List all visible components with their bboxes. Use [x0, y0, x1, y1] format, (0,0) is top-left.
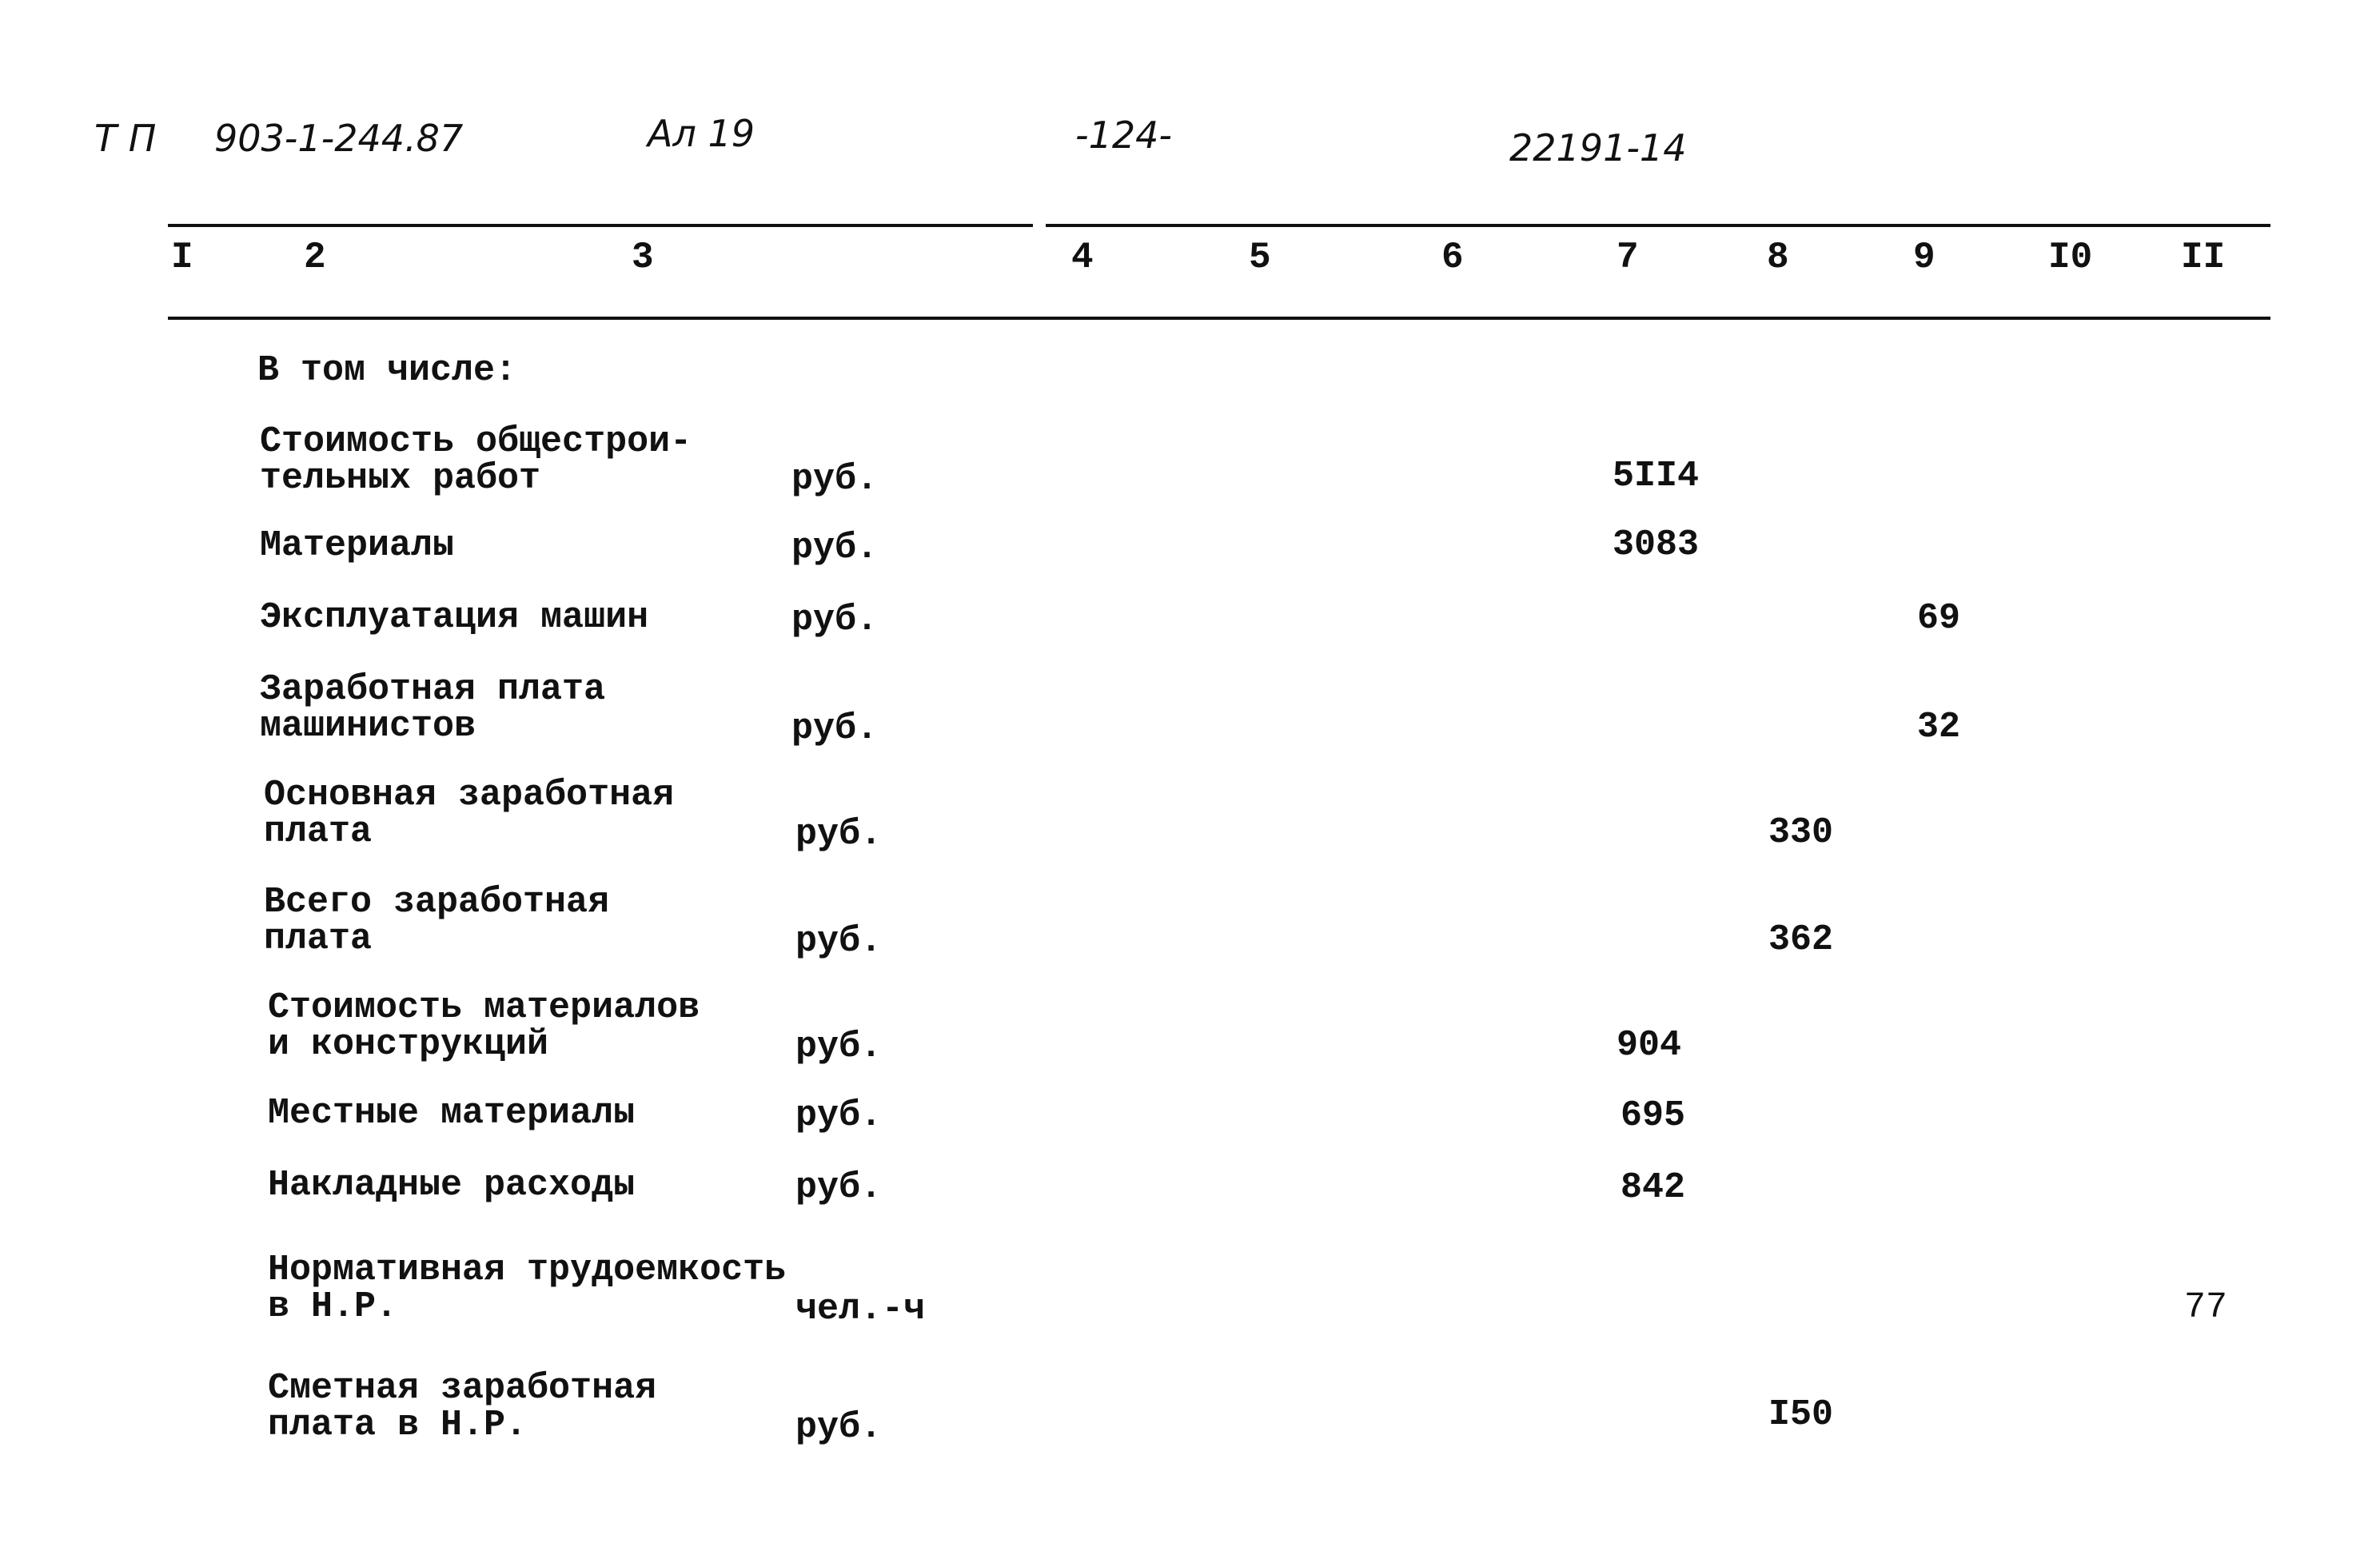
column-header-8: 8 — [1767, 237, 1789, 278]
row-label-line1: Материалы — [260, 525, 455, 566]
row-label-line1: Основная заработная — [264, 775, 675, 815]
column-header-9: 9 — [1913, 237, 1935, 278]
row-label-line1: Заработная плата — [260, 669, 606, 710]
row-label — [264, 884, 823, 958]
row-unit: руб. — [791, 528, 879, 568]
row-label-line2: машинистов — [260, 706, 476, 747]
row-label-line2: в Н.Р. — [268, 1286, 398, 1327]
column-header-10: I0 — [2048, 237, 2093, 278]
table-top-rule-right — [1046, 224, 2270, 227]
row-label-line1: Стоимость материалов — [268, 987, 700, 1028]
row-unit: руб. — [791, 600, 879, 640]
column-header-7: 7 — [1617, 237, 1639, 278]
row-label-line2: плата — [264, 919, 373, 959]
row-label-line2: плата — [264, 811, 373, 852]
row-unit: руб. — [791, 459, 879, 500]
row-label-line2: тельных работ — [260, 458, 541, 499]
header-tp: Т П — [94, 117, 157, 160]
column-header-11: II — [2181, 237, 2226, 278]
row-label-line1: Нормативная трудоемкость — [268, 1250, 787, 1290]
row-unit: руб. — [795, 921, 883, 962]
row-value: 362 — [1768, 919, 1834, 960]
row-label — [264, 777, 823, 851]
row-label — [260, 421, 819, 499]
row-unit: руб. — [795, 1407, 883, 1448]
column-header-1: I — [171, 237, 193, 278]
row-value: 77 — [2184, 1287, 2228, 1328]
row-label-line1: Эксплуатация машин — [260, 597, 649, 638]
section-intro: В том числе: — [257, 350, 517, 391]
row-unit: чел.-ч — [795, 1289, 926, 1330]
column-header-5: 5 — [1249, 237, 1271, 278]
row-value: I50 — [1768, 1394, 1834, 1435]
row-label — [268, 1167, 827, 1204]
row-unit: руб. — [795, 1095, 883, 1136]
header-album: Ал 19 — [648, 112, 755, 155]
column-header-6: 6 — [1441, 237, 1464, 278]
column-header-2: 2 — [304, 237, 326, 278]
row-label-line1: Стоимость общестрои- — [260, 421, 692, 462]
row-value: 330 — [1768, 812, 1834, 853]
table-top-rule-left — [168, 224, 1033, 227]
column-header-3: 3 — [632, 237, 654, 278]
row-label — [268, 1370, 827, 1444]
table-header-bottom-rule — [168, 317, 2270, 320]
row-label-line2: плата в Н.Р. — [268, 1405, 528, 1445]
header-code: 22191-14 — [1509, 126, 1687, 169]
row-value: 32 — [1917, 707, 1961, 748]
header-page-number: -124- — [1075, 114, 1172, 157]
row-unit: руб. — [795, 1027, 883, 1067]
row-label — [260, 669, 819, 747]
row-value: 69 — [1917, 598, 1961, 639]
row-value: 5II4 — [1613, 456, 1700, 496]
column-header-4: 4 — [1071, 237, 1094, 278]
row-value: 904 — [1617, 1025, 1682, 1066]
row-label-line1: Местные материалы — [268, 1093, 636, 1134]
row-label — [268, 987, 827, 1065]
row-label-line2: и конструкций — [268, 1024, 549, 1065]
row-label-line1: Всего заработная — [264, 882, 610, 923]
row-value: 695 — [1621, 1095, 1686, 1136]
row-value: 3083 — [1613, 524, 1700, 565]
row-label — [268, 1252, 827, 1326]
row-unit: руб. — [795, 814, 883, 855]
row-label — [260, 597, 819, 638]
header-doc-number: 903-1-244.87 — [214, 117, 464, 160]
row-unit: руб. — [791, 708, 879, 749]
row-label-line1: Сметная заработная — [268, 1368, 657, 1409]
row-label-line1: Накладные расходы — [268, 1165, 636, 1206]
row-unit: руб. — [795, 1167, 883, 1208]
row-label — [260, 525, 819, 566]
row-label — [268, 1095, 827, 1132]
row-value: 842 — [1621, 1167, 1686, 1208]
